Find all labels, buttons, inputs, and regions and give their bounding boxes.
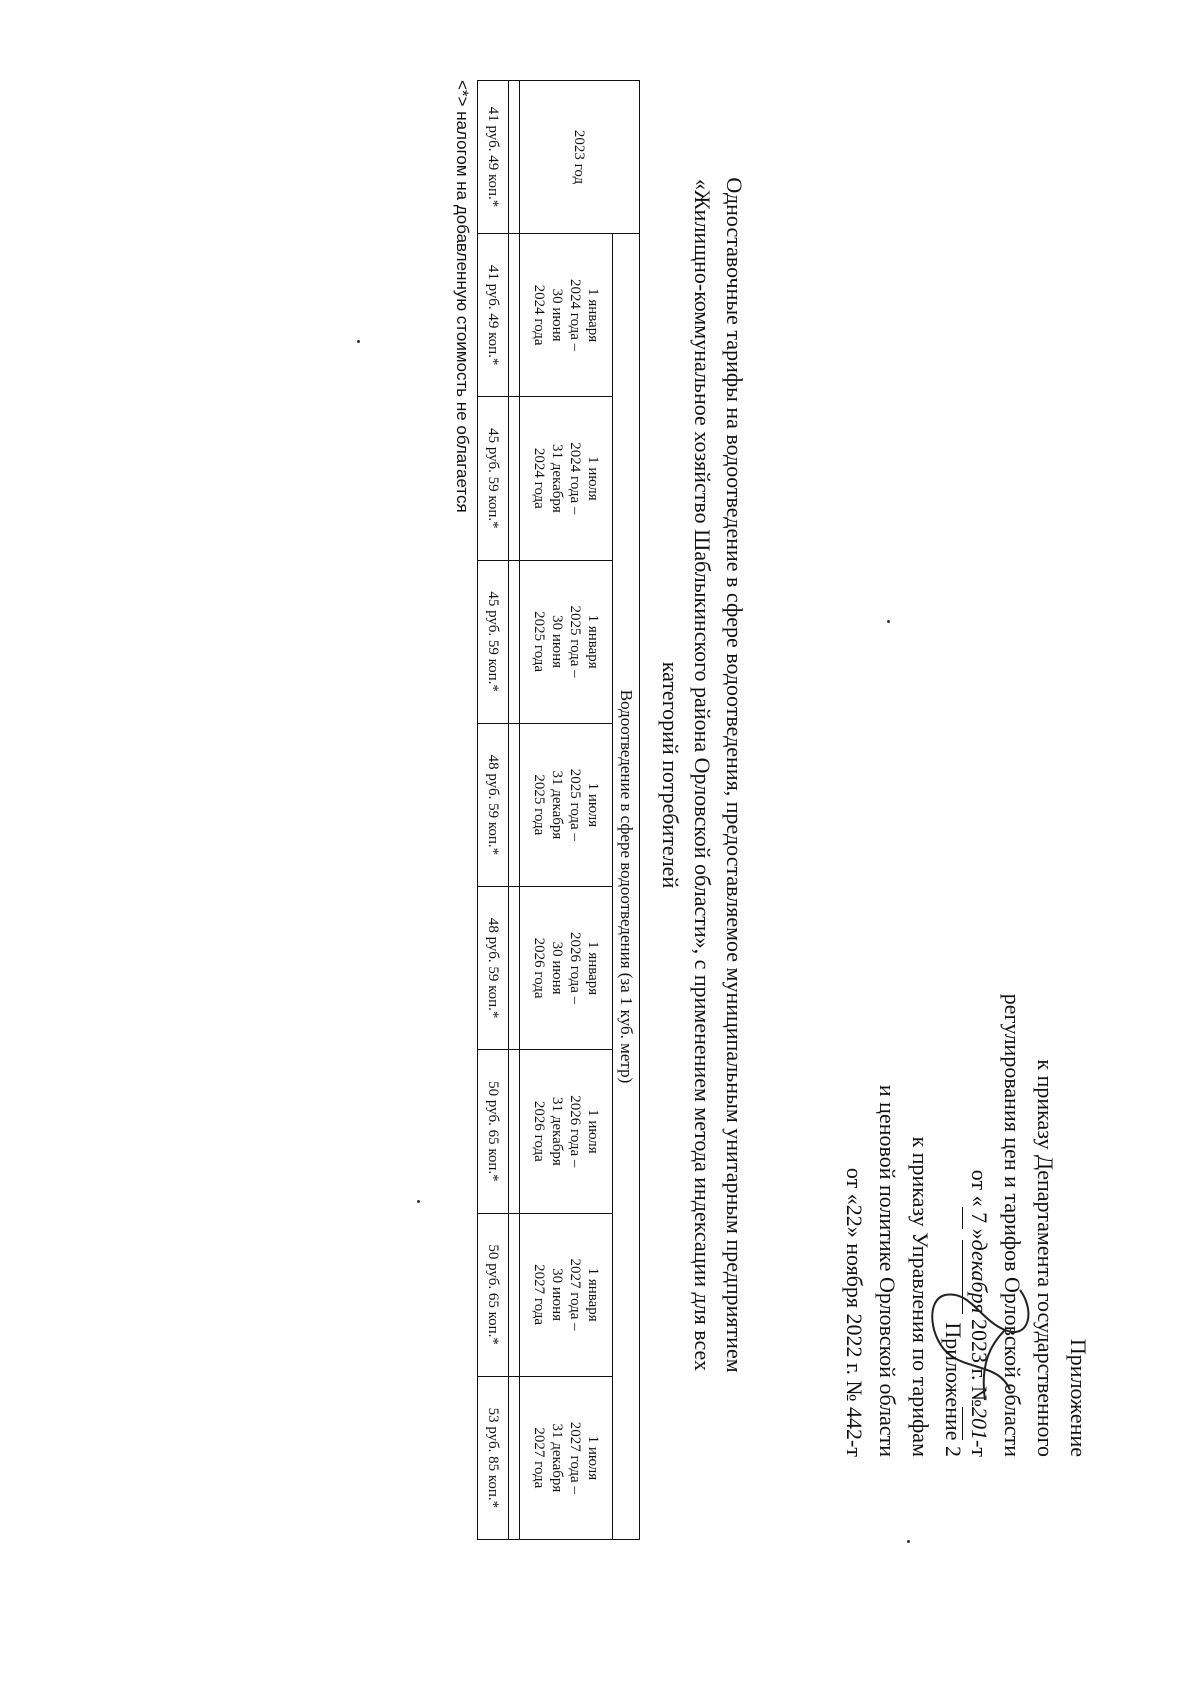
table-spacer-row — [509, 81, 520, 1540]
column-header-line: 1 июля — [585, 1109, 601, 1154]
column-header-line: 2027 года — [531, 1264, 547, 1326]
column-header-2026-h2 — [520, 1050, 613, 1213]
column-header-line: 2025 года — [531, 774, 547, 836]
appendix-2-title: Приложение 2 — [941, 1322, 966, 1457]
column-header-line: 2024 года – — [567, 279, 583, 352]
document-title-line1: Одноставочные тарифы на водоотведение в сфере водоотведения, предоставляемое муниципальным унитарным предприятием — [722, 177, 747, 1373]
document-title-line3: категорий потребителей — [658, 661, 683, 889]
column-header-line: 30 июня — [549, 941, 565, 995]
column-header-line: 30 июня — [549, 615, 565, 669]
column-header-line: 31 декабря — [549, 1423, 565, 1493]
column-header-line: 1 января — [585, 1267, 601, 1322]
table-row — [478, 81, 509, 1540]
order-day: 7 — [962, 1207, 996, 1229]
column-header-line: 2027 года — [531, 1427, 547, 1489]
column-header-line: 31 декабря — [549, 770, 565, 840]
column-header-2025-h1 — [520, 560, 613, 723]
column-header-line: 2024 года – — [567, 442, 583, 515]
column-header-line: 1 января — [585, 614, 601, 669]
column-header-line: 1 июля — [585, 1435, 601, 1481]
scan-speck — [887, 620, 890, 623]
spacer-cell — [509, 723, 520, 886]
column-header-2023 — [520, 81, 640, 234]
group-header: Водоотведение в сфере водоотведения (за 1 куб. метр) — [613, 234, 640, 1540]
column-header-2024-h2 — [520, 397, 613, 560]
table-period-header-row — [520, 81, 613, 1540]
column-header-line: 2023 год — [571, 129, 588, 185]
spacer-cell — [509, 560, 520, 723]
appendix-1-line2: регулирования цен и тарифов Орловской области — [1000, 993, 1025, 1457]
tariff-value-2023: 41 руб. 49 коп.* — [478, 81, 509, 234]
scan-speck — [417, 1200, 420, 1203]
column-header-line: 2027 года – — [567, 1421, 583, 1494]
order-year-text: 2023 г. № — [967, 1319, 992, 1408]
column-header-2027-h2 — [520, 1376, 613, 1539]
date-prefix: от « — [967, 1169, 992, 1207]
document-title — [654, 60, 750, 1490]
column-header-line: 30 июня — [549, 288, 565, 342]
column-header-line: 2026 года — [531, 937, 547, 999]
column-header-line: 2026 года – — [567, 1095, 583, 1168]
column-header-line: 2024 года — [531, 284, 547, 346]
tariff-value-2025-h2: 48 руб. 59 коп.* — [478, 723, 509, 886]
column-header-line: 2026 года — [531, 1100, 547, 1162]
scan-speck — [907, 1540, 910, 1543]
spacer-cell — [509, 1050, 520, 1213]
column-header-line: 2024 года — [531, 447, 547, 509]
column-header-line: 2026 года – — [567, 932, 583, 1005]
tariff-value-2024-h1: 41 руб. 49 коп.* — [478, 234, 509, 397]
appendix-2-line1: к приказу Управления по тарифам — [908, 1136, 933, 1457]
table-group-header-row — [613, 81, 640, 1540]
column-header-line: 1 января — [585, 941, 601, 996]
tariff-value-2027-h2: 53 руб. 85 коп.* — [478, 1376, 509, 1539]
column-header-line: 2025 года – — [567, 605, 583, 678]
appendix-1-line1: к приказу Департамента государственного — [1033, 1059, 1058, 1457]
appendix-1-title: Приложение — [1066, 1338, 1091, 1457]
column-header-line: 2027 года – — [567, 1258, 583, 1331]
tariff-value-2025-h1: 45 руб. 59 коп.* — [478, 560, 509, 723]
column-header-2026-h1 — [520, 887, 613, 1050]
order-month: декабря — [962, 1240, 996, 1314]
column-header-line: 2025 года – — [567, 768, 583, 841]
column-header-line: 1 июля — [585, 456, 601, 501]
column-header-line: 31 декабря — [549, 443, 565, 513]
document-title-line2: «Жилищно-коммунальное хозяйство Шаблыкинского района Орловской области», с применением метода индексации для всех — [690, 178, 715, 1372]
column-header-2025-h2 — [520, 723, 613, 886]
spacer-cell — [509, 1376, 520, 1539]
column-header-line: 1 июля — [585, 782, 601, 828]
column-header-2027-h1 — [520, 1213, 613, 1376]
scan-speck — [357, 340, 360, 343]
column-header-2024-h1 — [520, 234, 613, 397]
column-header-line: 30 июня — [549, 1268, 565, 1322]
appendix-2-header — [838, 1085, 970, 1457]
tariff-value-2027-h1: 50 руб. 65 коп.* — [478, 1213, 509, 1376]
appendix-2-line2: и ценовой политике Орловской области — [875, 1084, 900, 1457]
spacer-cell — [509, 397, 520, 560]
vat-footnote: <*> налогом на добавленную стоимость не облагается — [453, 80, 472, 513]
column-header-line: 1 января — [585, 288, 601, 343]
column-header-line: 2025 года — [531, 611, 547, 673]
date-mid: » — [967, 1228, 992, 1240]
spacer-cell — [509, 81, 520, 234]
spacer-cell — [509, 887, 520, 1050]
tariff-value-2024-h2: 45 руб. 59 коп.* — [478, 397, 509, 560]
tariff-value-2026-h1: 48 руб. 59 коп.* — [478, 887, 509, 1050]
order-suffix: -т — [967, 1440, 992, 1457]
tariff-table — [477, 80, 640, 1540]
spacer-cell — [509, 1213, 520, 1376]
tariff-value-2026-h2: 50 руб. 65 коп.* — [478, 1050, 509, 1213]
appendix-2-line3: от «22» ноября 2022 г. № 442-т — [842, 1167, 867, 1457]
column-header-line: 31 декабря — [549, 1096, 565, 1166]
spacer-cell — [509, 234, 520, 397]
order-number: 201 — [962, 1407, 996, 1440]
